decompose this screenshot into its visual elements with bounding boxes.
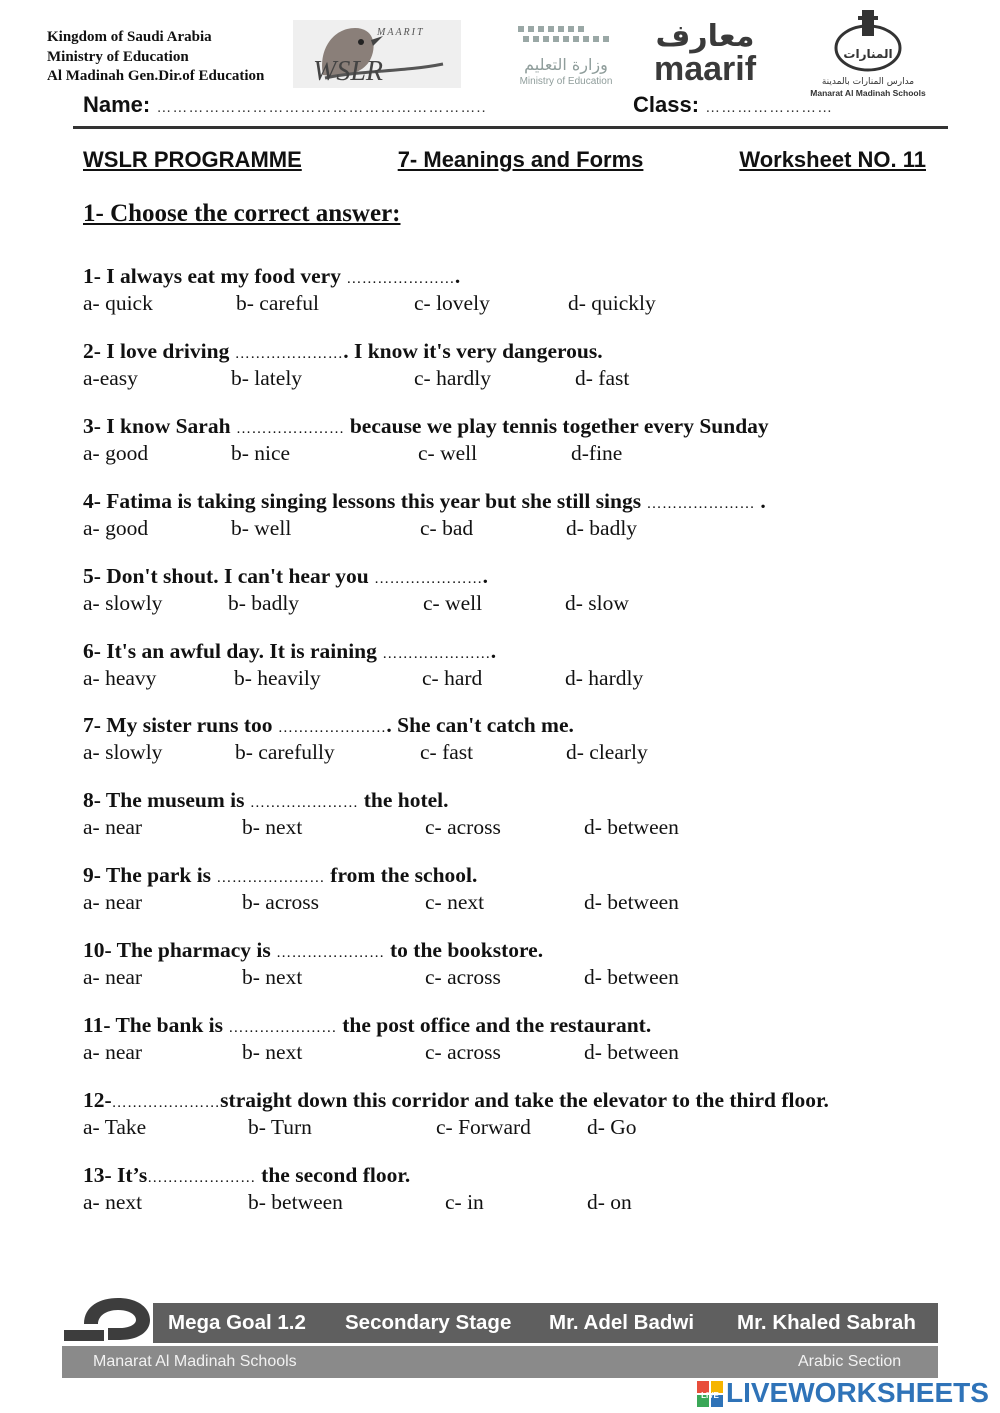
unit-title: 7- Meanings and Forms [397, 147, 644, 172]
option-d[interactable]: d- between [584, 965, 679, 989]
answer-blank[interactable]: ………………… [646, 496, 755, 512]
option-c[interactable]: c- fast [420, 740, 474, 764]
option-a[interactable]: a- near [83, 1040, 143, 1064]
option-a[interactable]: a- quick [83, 291, 153, 315]
footer-book: Mega Goal 1.2 [168, 1311, 306, 1334]
section-title: 1- Choose the correct answer: [83, 200, 401, 227]
answer-blank[interactable]: ………………… [228, 1020, 337, 1036]
option-d[interactable]: d- Go [587, 1115, 637, 1139]
maarif-logo [632, 16, 778, 86]
answer-blank[interactable]: ………………… [234, 346, 344, 362]
question-10: 10- The pharmacy is ………………… to the bookstore. a- near b- next c- across d- between [83, 938, 679, 989]
worksheet-number: Worksheet NO. 11 [739, 147, 926, 172]
liveworksheets-watermark[interactable]: LIVEWORKSHEETS [726, 1377, 989, 1408]
option-b[interactable]: b- next [242, 815, 303, 839]
option-c[interactable]: c- well [423, 591, 483, 615]
option-d[interactable]: d- slow [565, 591, 629, 615]
option-a[interactable]: a- near [83, 815, 143, 839]
option-c[interactable]: c- Forward [436, 1115, 531, 1139]
answer-blank[interactable]: ………………… [277, 720, 387, 736]
question-1: 1- I always eat my food very …………………. a- quick b- careful c- lovely d- quickly [83, 264, 656, 315]
option-a[interactable]: a- slowly [83, 591, 163, 615]
header-divider [73, 126, 948, 129]
option-d[interactable]: d- on [587, 1190, 632, 1214]
option-c[interactable]: c- bad [420, 516, 474, 540]
option-a[interactable]: a- slowly [83, 740, 163, 764]
option-d[interactable]: d- between [584, 890, 679, 914]
programme-title: WSLR PROGRAMME [83, 147, 302, 172]
ministry-logo-arabic: وزارة التعليم [524, 55, 608, 74]
option-c[interactable]: c- hard [422, 666, 483, 690]
option-c[interactable]: c- lovely [414, 291, 490, 315]
ministry-logo [466, 24, 616, 88]
option-d[interactable]: d- badly [566, 516, 638, 540]
maarif-logo-english: maarif [653, 50, 757, 86]
ministry-logo-english: Ministry of Education [519, 76, 613, 87]
option-b[interactable]: b- heavily [234, 666, 321, 690]
question-6: 6- It's an awful day. It is raining …………………. a- heavy b- heavily c- hard d- hardly [83, 639, 644, 690]
option-a[interactable]: a- heavy [83, 666, 157, 690]
question-11: 11- The bank is ………………… the post office and the restaurant. a- near b- next c- across d- between [83, 1013, 679, 1064]
wslr-logo [293, 20, 461, 88]
question-12: 12-…………………straight down this corridor and take the elevator to the third floor. a- Take b- Turn c- Forward d- Go [83, 1088, 829, 1139]
footer-subbar [62, 1346, 938, 1378]
option-c[interactable]: c- next [425, 890, 485, 914]
header-institution [47, 28, 264, 87]
wslr-logo-top-text: MAARIT [377, 27, 425, 38]
answer-blank[interactable]: ………………… [374, 571, 483, 587]
option-b[interactable]: b- next [242, 1040, 303, 1064]
question-5: 5- Don't shout. I can't hear you …………………. a- slowly b- badly c- well d- slow [83, 564, 629, 615]
footer-emblem-icon [62, 1294, 154, 1344]
option-b[interactable]: b- badly [228, 591, 300, 615]
option-a[interactable]: a- Take [83, 1115, 147, 1139]
option-b[interactable]: b- lately [231, 366, 303, 390]
option-b[interactable]: b- careful [236, 291, 319, 315]
header-line-ministry: Ministry of Education [47, 48, 189, 65]
option-d[interactable]: d- hardly [565, 666, 644, 690]
manarat-logo-arabic: مدارس المنارات بالمدينة [821, 77, 915, 87]
option-d[interactable]: d- between [584, 815, 679, 839]
option-d[interactable]: d- clearly [566, 740, 648, 764]
manarat-logo-english: Manarat Al Madinah Schools [810, 88, 926, 98]
option-c[interactable]: c- across [425, 965, 501, 989]
footer-teacher-1: Mr. Adel Badwi [549, 1311, 695, 1334]
footer-teacher-2: Mr. Khaled Sabrah [737, 1311, 916, 1334]
header-line-kingdom: Kingdom of Saudi Arabia [47, 29, 212, 45]
answer-blank[interactable]: ………………… [216, 870, 325, 886]
question-2: 2- I love driving …………………. I know it's very dangerous. a-easy b- lately c- hardly d- fast [83, 339, 630, 390]
name-dots: …………………………………………………….. [156, 99, 487, 116]
option-a[interactable]: a- good [83, 516, 149, 540]
option-b[interactable]: b- well [231, 516, 292, 540]
option-b[interactable]: b- between [248, 1190, 343, 1214]
option-c[interactable]: c- across [425, 815, 501, 839]
question-4: 4- Fatima is taking singing lessons this year but she still sings ………………… . a- good b- well c- bad d- badly [83, 489, 766, 540]
option-d[interactable]: d- between [584, 1040, 679, 1064]
question-3: 3- I know Sarah ………………… because we play tennis together every Sunday a- good b- nice c- well d-fine [83, 414, 769, 465]
option-a[interactable]: a- near [83, 890, 143, 914]
answer-blank[interactable]: ………………… [235, 421, 345, 437]
student-info-row [83, 92, 948, 122]
answer-blank[interactable]: ………………… [382, 646, 491, 662]
question-13: 13- It’s………………… the second floor. a- next b- between c- in d- on [83, 1163, 632, 1214]
manarat-logo [800, 6, 936, 98]
header-line-directorate: Al Madinah Gen.Dir.of Education [47, 68, 265, 84]
option-b[interactable]: b- nice [231, 441, 291, 465]
wslr-logo-main-text: WSLR [313, 56, 383, 87]
footer-section: Arabic Section [798, 1353, 902, 1370]
option-b[interactable]: b- carefully [235, 740, 335, 764]
option-c[interactable]: c- in [445, 1190, 484, 1214]
liveworksheets-badge-icon [697, 1381, 723, 1407]
option-c[interactable]: c- well [418, 441, 478, 465]
question-9: 9- The park is ………………… from the school. a- near b- across c- next d- between [83, 863, 679, 914]
option-d[interactable]: d- fast [575, 366, 630, 390]
footer-stage: Secondary Stage [345, 1311, 512, 1334]
option-b[interactable]: b- across [242, 890, 320, 914]
option-a[interactable]: a- good [83, 441, 149, 465]
footer-school: Manarat Al Madinah Schools [93, 1353, 297, 1370]
option-a[interactable]: a- near [83, 965, 143, 989]
answer-blank[interactable]: ………………… [111, 1095, 221, 1111]
answer-blank[interactable]: ………………… [249, 795, 359, 811]
question-7: 7- My sister runs too …………………. She can't catch me. a- slowly b- carefully c- fast d- clearly [83, 713, 648, 764]
name-label: Name: [83, 92, 151, 117]
option-a[interactable]: a- next [83, 1190, 143, 1214]
option-d[interactable]: d-fine [571, 441, 623, 465]
worksheet-title-row [83, 147, 926, 173]
option-d[interactable]: d- quickly [568, 291, 656, 315]
class-dots: …………………… [705, 99, 834, 116]
option-a[interactable]: a-easy [83, 366, 138, 390]
class-label: Class: [633, 92, 700, 117]
liveworksheets-badge-text: LIVE [701, 1391, 719, 1400]
answer-blank[interactable]: ………………… [276, 945, 385, 961]
manarat-badge-text: المنارات [843, 47, 893, 61]
name-field[interactable] [83, 92, 487, 118]
option-c[interactable]: c- hardly [414, 366, 492, 390]
option-b[interactable]: b- next [242, 965, 303, 989]
class-field[interactable] [633, 92, 833, 118]
maarif-logo-arabic: معارف [655, 19, 755, 54]
option-c[interactable]: c- across [425, 1040, 501, 1064]
answer-blank[interactable]: ………………… [147, 1170, 256, 1186]
option-b[interactable]: b- Turn [248, 1115, 312, 1139]
footer-bar [153, 1303, 938, 1343]
answer-blank[interactable]: ………………… [346, 271, 455, 287]
question-8: 8- The museum is ………………… the hotel. a- near b- next c- across d- between [83, 788, 679, 839]
